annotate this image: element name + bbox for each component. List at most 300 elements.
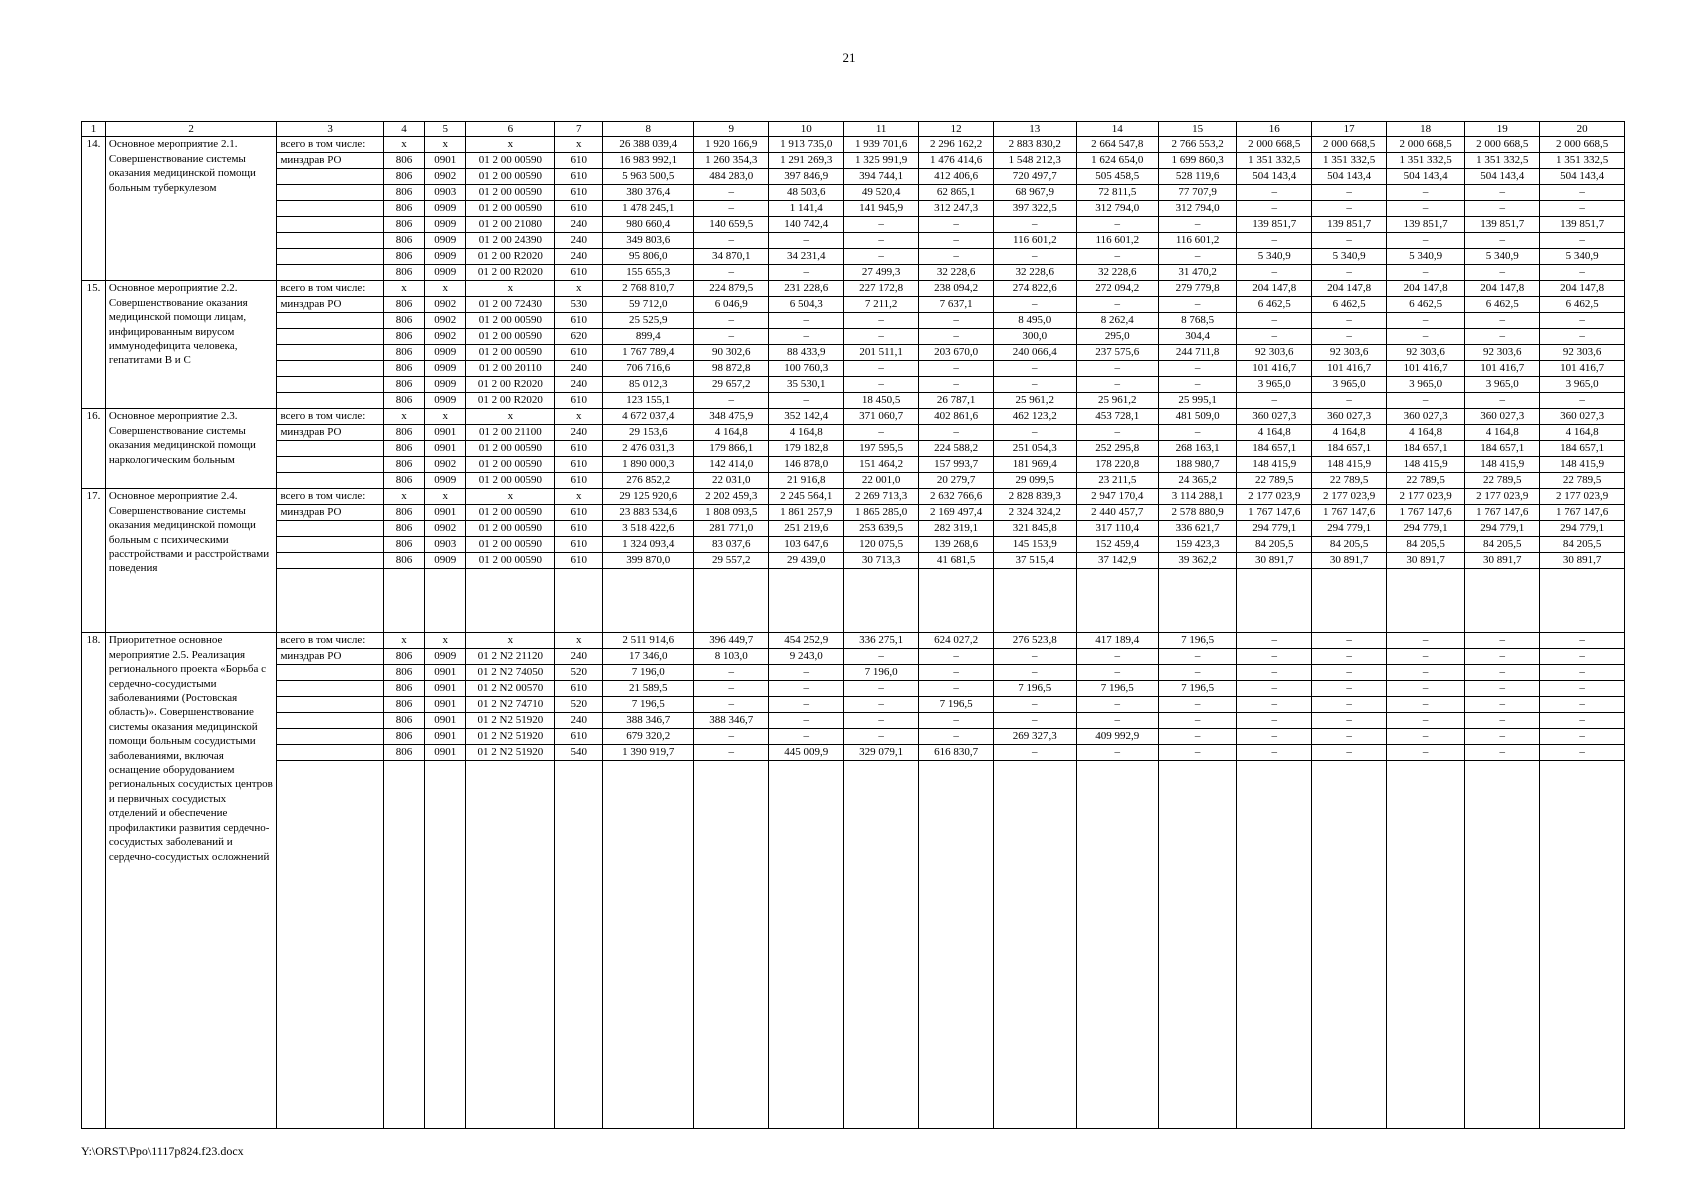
amount-cell: 20 279,7	[919, 473, 994, 489]
empty-cell	[277, 569, 383, 633]
code-cell: 01 2 00 00590	[466, 201, 555, 217]
amount-cell: 268 163,1	[1159, 441, 1237, 457]
amount-cell: 1 865 285,0	[844, 505, 919, 521]
table-row	[82, 329, 1625, 345]
amount-cell: 116 601,2	[1159, 233, 1237, 249]
amount-cell: 240 066,4	[994, 345, 1077, 361]
amount-cell: 899,4	[603, 329, 694, 345]
amount-cell: –	[919, 313, 994, 329]
code-cell: x	[466, 281, 555, 297]
amount-cell: 238 094,2	[919, 281, 994, 297]
amount-cell: 1 548 212,3	[994, 153, 1077, 169]
amount-cell: –	[769, 729, 844, 745]
amount-cell: –	[1237, 329, 1312, 345]
amount-cell: 84 205,5	[1312, 537, 1387, 553]
empty-cell	[1237, 761, 1312, 1129]
code-cell: 610	[555, 729, 603, 745]
empty-cell	[555, 569, 603, 633]
code-cell: x	[466, 137, 555, 153]
code-cell: x	[555, 137, 603, 153]
amount-cell: 251 054,3	[994, 441, 1077, 457]
row-number: 14.	[82, 137, 106, 281]
amount-cell: 103 647,6	[769, 537, 844, 553]
code-cell: 0901	[425, 681, 466, 697]
activity-description: Основное мероприятие 2.4. Совершенствование системы оказания медицинской помощи больным с психическими расстройствами и расстройствами поведения	[105, 489, 277, 633]
amount-cell: 1 624 654,0	[1076, 153, 1159, 169]
amount-cell: 24 365,2	[1159, 473, 1237, 489]
amount-cell: 312 794,0	[1076, 201, 1159, 217]
code-cell: 01 2 N2 51920	[466, 729, 555, 745]
code-cell: 530	[555, 297, 603, 313]
code-cell: 806	[383, 265, 424, 281]
amount-cell: 360 027,3	[1540, 409, 1625, 425]
amount-cell: 7 196,0	[603, 665, 694, 681]
code-cell: 540	[555, 745, 603, 761]
amount-cell: 336 275,1	[844, 633, 919, 649]
amount-cell: 2 883 830,2	[994, 137, 1077, 153]
executor-cell	[277, 457, 383, 473]
amount-cell: 8 495,0	[994, 313, 1077, 329]
code-cell: 806	[383, 201, 424, 217]
amount-cell: –	[919, 713, 994, 729]
amount-cell: –	[1237, 649, 1312, 665]
amount-cell: 100 760,3	[769, 361, 844, 377]
amount-cell: 1 390 919,7	[603, 745, 694, 761]
code-cell: 610	[555, 185, 603, 201]
amount-cell: 329 079,1	[844, 745, 919, 761]
amount-cell: 2 511 914,6	[603, 633, 694, 649]
amount-cell: 101 416,7	[1540, 361, 1625, 377]
amount-cell: 1 351 332,5	[1465, 153, 1540, 169]
code-cell: 806	[383, 681, 424, 697]
amount-cell: 16 983 992,1	[603, 153, 694, 169]
code-cell: 01 2 00 21100	[466, 425, 555, 441]
amount-cell: 1 808 093,5	[694, 505, 769, 521]
amount-cell: –	[1540, 265, 1625, 281]
amount-cell: 184 657,1	[1237, 441, 1312, 457]
code-cell: x	[425, 137, 466, 153]
empty-cell	[1076, 761, 1159, 1129]
amount-cell: 72 811,5	[1076, 185, 1159, 201]
amount-cell: –	[1465, 233, 1540, 249]
code-cell: 610	[555, 457, 603, 473]
amount-cell: –	[1237, 729, 1312, 745]
amount-cell: –	[1312, 665, 1387, 681]
amount-cell: –	[919, 665, 994, 681]
amount-cell: 294 779,1	[1237, 521, 1312, 537]
amount-cell: 2 947 170,4	[1076, 489, 1159, 505]
amount-cell: 85 012,3	[603, 377, 694, 393]
amount-cell: –	[1387, 329, 1465, 345]
amount-cell: –	[844, 649, 919, 665]
empty-cell	[1159, 569, 1237, 633]
table-body	[82, 137, 1625, 1129]
table-row	[82, 201, 1625, 217]
amount-cell: 139 851,7	[1540, 217, 1625, 233]
code-cell: 01 2 00 00590	[466, 441, 555, 457]
amount-cell: 7 196,5	[1159, 681, 1237, 697]
amount-cell: 2 324 324,2	[994, 505, 1077, 521]
amount-cell: 402 861,6	[919, 409, 994, 425]
column-header: 18	[1387, 122, 1465, 137]
column-header: 12	[919, 122, 994, 137]
amount-cell: –	[1312, 313, 1387, 329]
amount-cell: 37 515,4	[994, 553, 1077, 569]
code-cell: 806	[383, 649, 424, 665]
amount-cell: 1 351 332,5	[1540, 153, 1625, 169]
activity-description: Основное мероприятие 2.3. Совершенствование системы оказания медицинской помощи наркологическим больным	[105, 409, 277, 489]
amount-cell: 30 891,7	[1312, 553, 1387, 569]
column-header: 7	[555, 122, 603, 137]
amount-cell: –	[994, 665, 1077, 681]
code-cell: 01 2 00 00590	[466, 553, 555, 569]
amount-cell: –	[694, 729, 769, 745]
amount-cell: 317 110,4	[1076, 521, 1159, 537]
amount-cell: 2 000 668,5	[1312, 137, 1387, 153]
executor-cell: всего в том числе:	[277, 633, 383, 649]
amount-cell: 231 228,6	[769, 281, 844, 297]
code-cell: 0901	[425, 153, 466, 169]
executor-cell	[277, 217, 383, 233]
header-row	[82, 122, 1625, 137]
amount-cell: 29 099,5	[994, 473, 1077, 489]
amount-cell: 141 945,9	[844, 201, 919, 217]
code-cell: 610	[555, 393, 603, 409]
amount-cell: –	[694, 329, 769, 345]
amount-cell: 616 830,7	[919, 745, 994, 761]
amount-cell: –	[1159, 697, 1237, 713]
amount-cell: 3 518 422,6	[603, 521, 694, 537]
amount-cell: 2 768 810,7	[603, 281, 694, 297]
amount-cell: 84 205,5	[1387, 537, 1465, 553]
amount-cell: 35 530,1	[769, 377, 844, 393]
code-cell: 806	[383, 297, 424, 313]
amount-cell: –	[1465, 393, 1540, 409]
executor-cell	[277, 185, 383, 201]
amount-cell: –	[1237, 745, 1312, 761]
amount-cell: –	[1540, 201, 1625, 217]
amount-cell: 29 657,2	[694, 377, 769, 393]
row-number: 17.	[82, 489, 106, 633]
activity-description: Приоритетное основное мероприятие 2.5. Реализация регионального проекта «Борьба с сердечно-сосудистыми заболеваниями (Ростовская область)». Совершенствование системы оказания медицинской помощи больным сосудистыми заболеваниями, включая оснащение оборудованием региональных сосудистых центров и первичных сосудистых отделений и обеспечение профилактики развития сердечно-сосудистых заболеваний и сердечно-сосудистых осложнений	[105, 633, 277, 1129]
executor-cell: минздрав РО	[277, 153, 383, 169]
amount-cell: 276 523,8	[994, 633, 1077, 649]
code-cell: 01 2 00 20110	[466, 361, 555, 377]
amount-cell: 6 462,5	[1312, 297, 1387, 313]
amount-cell: –	[769, 681, 844, 697]
empty-cell	[694, 569, 769, 633]
amount-cell: 348 475,9	[694, 409, 769, 425]
amount-cell: 360 027,3	[1237, 409, 1312, 425]
code-cell: 0902	[425, 329, 466, 345]
code-cell: 806	[383, 217, 424, 233]
amount-cell: 295,0	[1076, 329, 1159, 345]
column-header: 1	[82, 122, 106, 137]
amount-cell: –	[1076, 745, 1159, 761]
amount-cell: –	[919, 377, 994, 393]
amount-cell: 504 143,4	[1387, 169, 1465, 185]
amount-cell: –	[1387, 665, 1465, 681]
amount-cell: –	[1159, 425, 1237, 441]
amount-cell: 4 164,8	[769, 425, 844, 441]
amount-cell: 95 806,0	[603, 249, 694, 265]
code-cell: 240	[555, 217, 603, 233]
amount-cell: –	[1076, 377, 1159, 393]
amount-cell: 274 822,6	[994, 281, 1077, 297]
amount-cell: 1 324 093,4	[603, 537, 694, 553]
amount-cell: –	[1237, 665, 1312, 681]
executor-cell	[277, 313, 383, 329]
amount-cell: 181 969,4	[994, 457, 1077, 473]
code-cell: 240	[555, 649, 603, 665]
amount-cell: –	[1237, 713, 1312, 729]
amount-cell: 360 027,3	[1387, 409, 1465, 425]
amount-cell: 6 462,5	[1540, 297, 1625, 313]
amount-cell: 17 346,0	[603, 649, 694, 665]
amount-cell: 26 787,1	[919, 393, 994, 409]
amount-cell: 48 503,6	[769, 185, 844, 201]
amount-cell: –	[994, 713, 1077, 729]
amount-cell: 2 296 162,2	[919, 137, 994, 153]
executor-cell	[277, 249, 383, 265]
code-cell: 610	[555, 553, 603, 569]
code-cell: 01 2 00 00590	[466, 313, 555, 329]
amount-cell: 30 891,7	[1237, 553, 1312, 569]
code-cell: 806	[383, 345, 424, 361]
executor-cell: всего в том числе:	[277, 137, 383, 153]
amount-cell: 504 143,4	[1237, 169, 1312, 185]
amount-cell: 184 657,1	[1312, 441, 1387, 457]
amount-cell: –	[994, 377, 1077, 393]
code-cell: 806	[383, 697, 424, 713]
code-cell: 0909	[425, 361, 466, 377]
code-cell: 806	[383, 521, 424, 537]
table-row	[82, 249, 1625, 265]
amount-cell: –	[1387, 649, 1465, 665]
amount-cell: 32 228,6	[919, 265, 994, 281]
code-cell: 01 2 00 21080	[466, 217, 555, 233]
code-cell: 01 2 00 R2020	[466, 393, 555, 409]
amount-cell: –	[994, 361, 1077, 377]
amount-cell: –	[844, 377, 919, 393]
amount-cell: 179 866,1	[694, 441, 769, 457]
code-cell: 240	[555, 425, 603, 441]
table-row	[82, 521, 1625, 537]
amount-cell: –	[1159, 297, 1237, 313]
amount-cell: 23 211,5	[1076, 473, 1159, 489]
code-cell: 240	[555, 377, 603, 393]
empty-cell	[425, 761, 466, 1129]
code-cell: 0909	[425, 265, 466, 281]
amount-cell: –	[769, 713, 844, 729]
amount-cell: –	[1387, 313, 1465, 329]
code-cell: 0909	[425, 393, 466, 409]
amount-cell: 1 291 269,3	[769, 153, 844, 169]
amount-cell: 148 415,9	[1237, 457, 1312, 473]
amount-cell: –	[1540, 393, 1625, 409]
amount-cell: 2 664 547,8	[1076, 137, 1159, 153]
amount-cell: –	[769, 313, 844, 329]
amount-cell: 30 891,7	[1387, 553, 1465, 569]
amount-cell: –	[1387, 393, 1465, 409]
amount-cell: –	[1312, 329, 1387, 345]
amount-cell: 1 260 354,3	[694, 153, 769, 169]
amount-cell: 22 789,5	[1540, 473, 1625, 489]
empty-cell	[466, 761, 555, 1129]
table-row	[82, 729, 1625, 745]
amount-cell: 145 153,9	[994, 537, 1077, 553]
amount-cell: 7 637,1	[919, 297, 994, 313]
amount-cell: 253 639,5	[844, 521, 919, 537]
amount-cell: 139 851,7	[1312, 217, 1387, 233]
column-header: 14	[1076, 122, 1159, 137]
amount-cell: 3 965,0	[1540, 377, 1625, 393]
amount-cell: 294 779,1	[1312, 521, 1387, 537]
amount-cell: 272 094,2	[1076, 281, 1159, 297]
amount-cell: 184 657,1	[1465, 441, 1540, 457]
table-row	[82, 361, 1625, 377]
amount-cell: 21 589,5	[603, 681, 694, 697]
amount-cell: 29 557,2	[694, 553, 769, 569]
executor-cell	[277, 713, 383, 729]
table-row	[82, 169, 1625, 185]
amount-cell: 1 890 000,3	[603, 457, 694, 473]
code-cell: x	[466, 633, 555, 649]
amount-cell: 1 767 147,6	[1387, 505, 1465, 521]
amount-cell: –	[1159, 713, 1237, 729]
amount-cell: 146 878,0	[769, 457, 844, 473]
amount-cell: –	[1387, 697, 1465, 713]
amount-cell: –	[994, 697, 1077, 713]
amount-cell: –	[1465, 729, 1540, 745]
amount-cell: –	[844, 313, 919, 329]
amount-cell: –	[1159, 649, 1237, 665]
filler-row	[82, 761, 1625, 1129]
amount-cell: 237 575,6	[1076, 345, 1159, 361]
code-cell: 806	[383, 505, 424, 521]
empty-cell	[1237, 569, 1312, 633]
amount-cell: 84 205,5	[1237, 537, 1312, 553]
amount-cell: –	[919, 329, 994, 345]
amount-cell: –	[1159, 665, 1237, 681]
executor-cell	[277, 745, 383, 761]
amount-cell: 504 143,4	[1465, 169, 1540, 185]
code-cell: 0909	[425, 345, 466, 361]
amount-cell: –	[919, 361, 994, 377]
amount-cell: 396 449,7	[694, 633, 769, 649]
amount-cell: 2 000 668,5	[1387, 137, 1465, 153]
amount-cell: 399 870,0	[603, 553, 694, 569]
amount-cell: –	[1312, 233, 1387, 249]
empty-cell	[1159, 761, 1237, 1129]
amount-cell: 1 351 332,5	[1387, 153, 1465, 169]
code-cell: 610	[555, 153, 603, 169]
amount-cell: 4 164,8	[1387, 425, 1465, 441]
amount-cell: 101 416,7	[1465, 361, 1540, 377]
amount-cell: –	[844, 361, 919, 377]
amount-cell: –	[1159, 249, 1237, 265]
code-cell: 806	[383, 361, 424, 377]
amount-cell: 49 520,4	[844, 185, 919, 201]
amount-cell: –	[1076, 361, 1159, 377]
amount-cell: 388 346,7	[694, 713, 769, 729]
amount-cell: 2 169 497,4	[919, 505, 994, 521]
amount-cell: 2 177 023,9	[1312, 489, 1387, 505]
amount-cell: 179 182,8	[769, 441, 844, 457]
amount-cell: –	[994, 297, 1077, 313]
amount-cell: –	[694, 681, 769, 697]
amount-cell: 679 320,2	[603, 729, 694, 745]
amount-cell: –	[1312, 265, 1387, 281]
executor-cell	[277, 681, 383, 697]
amount-cell: –	[1465, 633, 1540, 649]
amount-cell: 59 712,0	[603, 297, 694, 313]
column-header: 6	[466, 122, 555, 137]
amount-cell: 9 243,0	[769, 649, 844, 665]
amount-cell: 92 303,6	[1387, 345, 1465, 361]
amount-cell: 1 767 147,6	[1540, 505, 1625, 521]
code-cell: 01 2 00 00590	[466, 473, 555, 489]
amount-cell: 157 993,7	[919, 457, 994, 473]
amount-cell: 279 779,8	[1159, 281, 1237, 297]
code-cell: 610	[555, 473, 603, 489]
column-header: 11	[844, 122, 919, 137]
amount-cell: 178 220,8	[1076, 457, 1159, 473]
amount-cell: 2 245 564,1	[769, 489, 844, 505]
amount-cell: 7 196,5	[994, 681, 1077, 697]
code-cell: x	[425, 281, 466, 297]
amount-cell: 504 143,4	[1312, 169, 1387, 185]
amount-cell: –	[994, 249, 1077, 265]
amount-cell: –	[1312, 393, 1387, 409]
amount-cell: 227 172,8	[844, 281, 919, 297]
amount-cell: –	[694, 265, 769, 281]
amount-cell: –	[919, 425, 994, 441]
amount-cell: –	[844, 425, 919, 441]
filler-row	[82, 569, 1625, 633]
amount-cell: –	[769, 265, 844, 281]
amount-cell: 1 913 735,0	[769, 137, 844, 153]
code-cell: 610	[555, 345, 603, 361]
amount-cell: 184 657,1	[1540, 441, 1625, 457]
executor-cell	[277, 265, 383, 281]
amount-cell: 281 771,0	[694, 521, 769, 537]
amount-cell: 7 196,5	[919, 697, 994, 713]
amount-cell: 453 728,1	[1076, 409, 1159, 425]
amount-cell: –	[1076, 425, 1159, 441]
amount-cell: 4 164,8	[694, 425, 769, 441]
empty-cell	[466, 569, 555, 633]
amount-cell: 92 303,6	[1237, 345, 1312, 361]
executor-cell	[277, 169, 383, 185]
amount-cell: 22 789,5	[1387, 473, 1465, 489]
code-cell: 0901	[425, 697, 466, 713]
amount-cell: 336 621,7	[1159, 521, 1237, 537]
amount-cell: 32 228,6	[994, 265, 1077, 281]
empty-cell	[1540, 569, 1625, 633]
table-row	[82, 265, 1625, 281]
empty-cell	[694, 761, 769, 1129]
amount-cell: 22 789,5	[1465, 473, 1540, 489]
code-cell: 01 2 N2 21120	[466, 649, 555, 665]
amount-cell: –	[1076, 297, 1159, 313]
code-cell: x	[555, 409, 603, 425]
amount-cell: –	[1540, 729, 1625, 745]
amount-cell: 484 283,0	[694, 169, 769, 185]
amount-cell: 148 415,9	[1465, 457, 1540, 473]
column-header: 15	[1159, 122, 1237, 137]
empty-cell	[994, 569, 1077, 633]
